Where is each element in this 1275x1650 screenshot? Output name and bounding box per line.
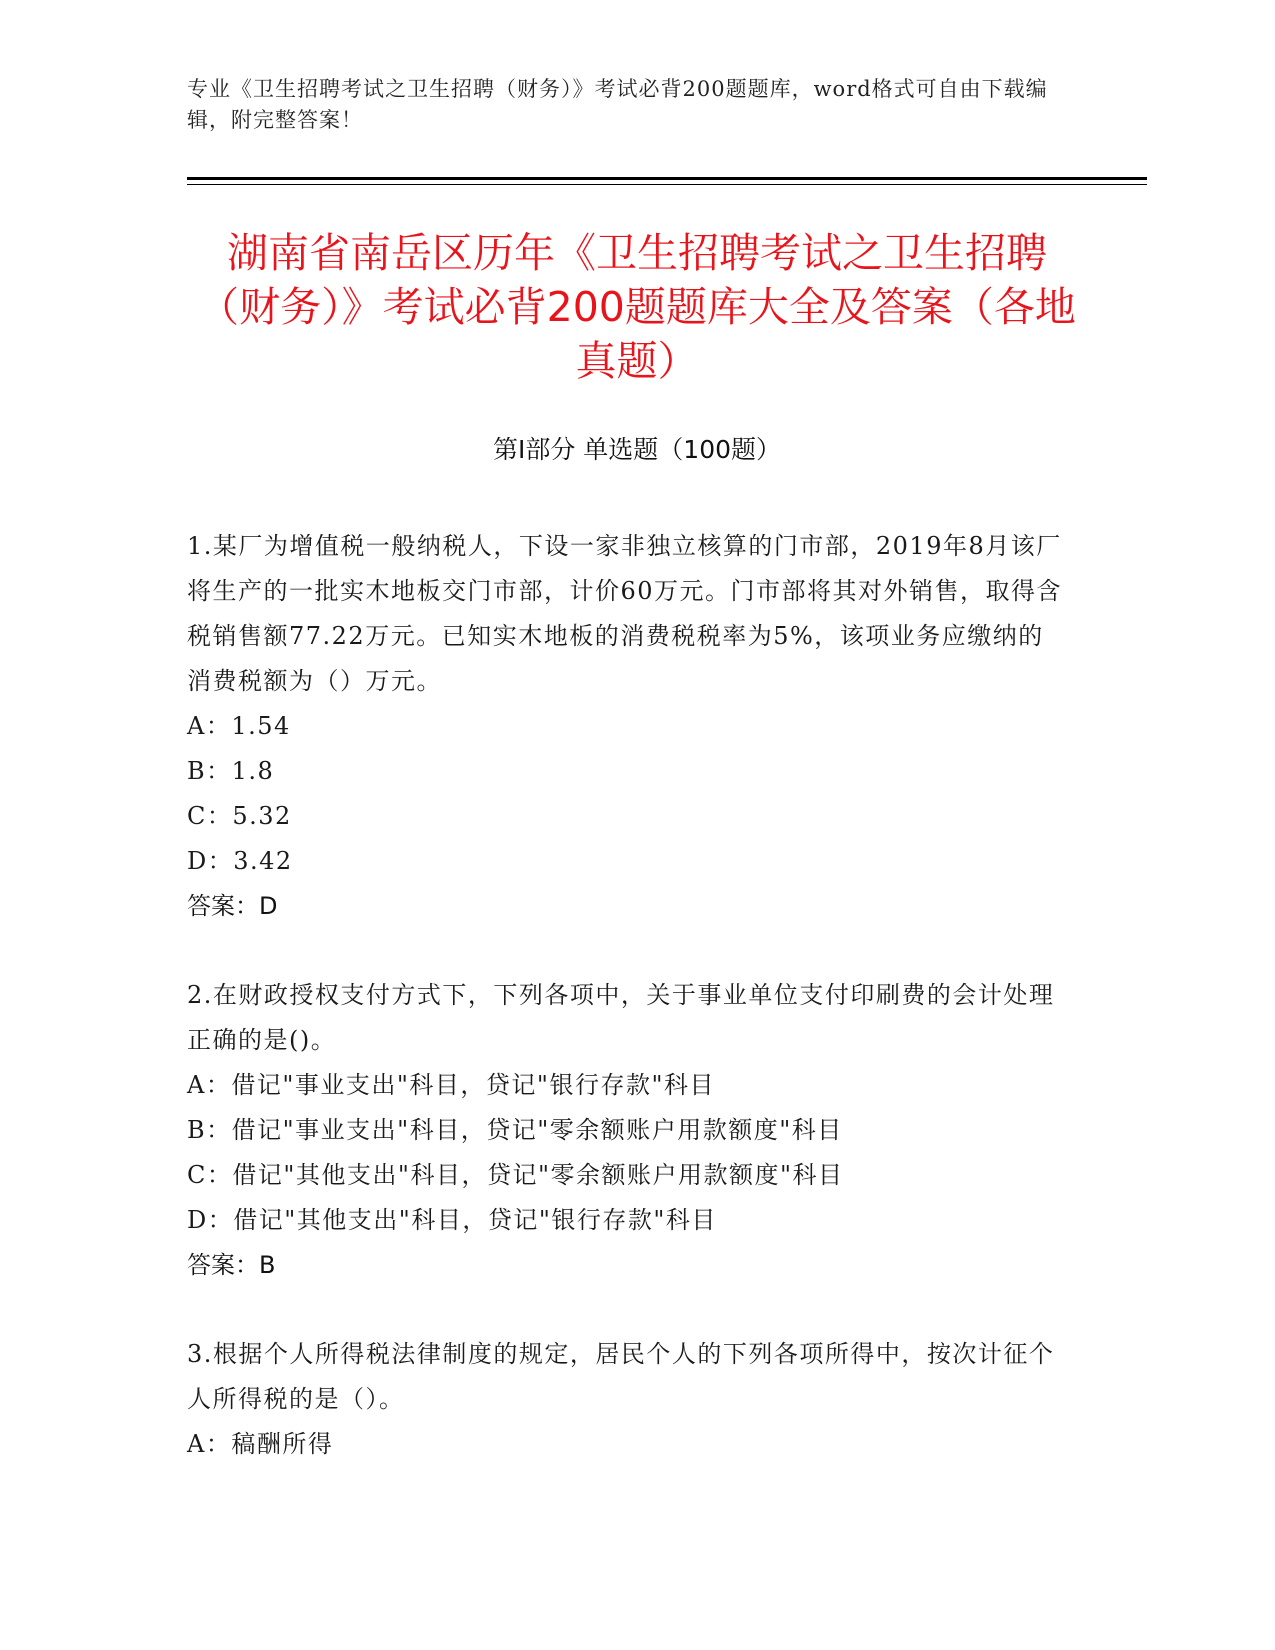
option-b: B：借记"事业支出"科目，贷记"零余额账户用款额度"科目 [187, 1116, 843, 1144]
question-list [187, 524, 1067, 1511]
question-2 [187, 973, 1067, 1288]
option-c: C：借记"其他支出"科目，贷记"零余额账户用款额度"科目 [187, 1161, 844, 1189]
option-list [187, 1422, 1067, 1467]
answer: 答案：B [187, 1251, 276, 1279]
question-stem: 3.根据个人所得税法律制度的规定，居民个人的下列各项所得中，按次计征个人所得税的是（）。 [187, 1340, 1055, 1413]
question-3 [187, 1332, 1067, 1467]
option-d: D：3.42 [187, 847, 293, 875]
option-list [187, 1063, 1067, 1243]
option-a: A：借记"事业支出"科目，贷记"银行存款"科目 [187, 1071, 715, 1099]
option-a: A：1.54 [187, 712, 291, 740]
option-c: C：5.32 [187, 802, 292, 830]
question-stem: 2.在财政授权支付方式下，下列各项中，关于事业单位支付印刷费的会计处理正确的是()。 [187, 981, 1055, 1054]
header-rule-thick [187, 177, 1147, 180]
section-heading: 第Ⅰ部分 单选题（100题） [492, 435, 782, 464]
option-b: B：1.8 [187, 757, 275, 785]
option-a: A：稿酬所得 [187, 1430, 334, 1458]
option-list [187, 704, 1067, 884]
header-rule-thin [187, 184, 1147, 185]
document-title: 湖南省南岳区历年《卫生招聘考试之卫生招聘（财务）》考试必背200题题库大全及答案（各地真题） [198, 229, 1076, 385]
question-1 [187, 524, 1067, 929]
question-stem: 1.某厂为增值税一般纳税人，下设一家非独立核算的门市部，2019年8月该厂将生产的一批实木地板交门市部，计价60万元。门市部将其对外销售，取得含税销售额77.22万元。已知实木地板的消费税税率为5%，该项业务应缴纳的消费税额为（）万元。 [187, 532, 1063, 695]
option-d: D：借记"其他支出"科目，贷记"银行存款"科目 [187, 1206, 717, 1234]
answer: 答案：D [187, 892, 278, 920]
header-note: 专业《卫生招聘考试之卫生招聘（财务）》考试必背200题题库，word格式可自由下载编辑，附完整答案！ [187, 77, 1048, 132]
